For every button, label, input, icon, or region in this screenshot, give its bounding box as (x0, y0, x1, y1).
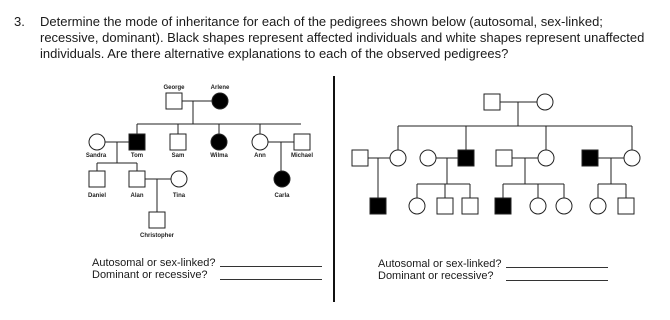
right-gen3-child-1 (370, 198, 386, 214)
label-michael: Michael (290, 153, 314, 159)
right-gen3-child-3 (437, 198, 453, 214)
right-gen3-child-2 (409, 198, 425, 214)
right-gen1-male (484, 94, 500, 110)
right-gen3-child-7 (556, 198, 572, 214)
label-tom: Tom (130, 153, 144, 159)
right-gen2-daughter-1 (390, 150, 406, 166)
label-sam: Sam (171, 153, 185, 159)
label-sandra: Sandra (85, 153, 107, 159)
right-gen2-spouse-2 (420, 150, 436, 166)
right-gen3-child-9 (618, 198, 634, 214)
right-gen2-daughter-2 (538, 150, 554, 166)
left-answer-line-dominance[interactable] (220, 279, 322, 280)
question-text: Determine the mode of inheritance for each of the pedigrees shown below (autosomal, sex-linked; recessive, dominant). Black shapes represent affected individuals and white shapes represent unaffected individuals. Are there alternative explanations to each of the observed pedigrees? (40, 14, 645, 61)
label-carla: Carla (274, 193, 290, 199)
left-prompt-inheritance: Autosomal or sex-linked? (92, 257, 216, 269)
right-gen2-son-1 (458, 150, 474, 166)
right-prompt-dominance: Dominant or recessive? (378, 270, 494, 282)
label-alan: Alan (130, 193, 144, 199)
right-gen2-spouse-1 (352, 150, 368, 166)
left-answer-line-inheritance[interactable] (220, 266, 322, 267)
right-answer-line-inheritance[interactable] (506, 267, 608, 268)
right-gen2-spouse-4 (624, 150, 640, 166)
right-prompt-inheritance: Autosomal or sex-linked? (378, 258, 502, 270)
right-gen3-child-8 (590, 198, 606, 214)
right-gen3-child-4 (462, 198, 478, 214)
right-gen1-female (537, 94, 553, 110)
label-christopher: Christopher (139, 233, 175, 239)
label-arlene: Arlene (210, 85, 230, 91)
label-daniel: Daniel (87, 193, 107, 199)
right-gen2-spouse-3 (496, 150, 512, 166)
label-tina: Tina (172, 193, 186, 199)
question-number: 3. (14, 14, 25, 29)
right-gen3-child-5 (495, 198, 511, 214)
label-wilma: Wilma (210, 153, 228, 159)
label-george: George (163, 85, 185, 91)
left-prompt-dominance: Dominant or recessive? (92, 269, 208, 281)
label-ann: Ann (254, 153, 266, 159)
right-answer-line-dominance[interactable] (506, 280, 608, 281)
right-gen3-child-6 (530, 198, 546, 214)
right-gen2-son-2 (582, 150, 598, 166)
